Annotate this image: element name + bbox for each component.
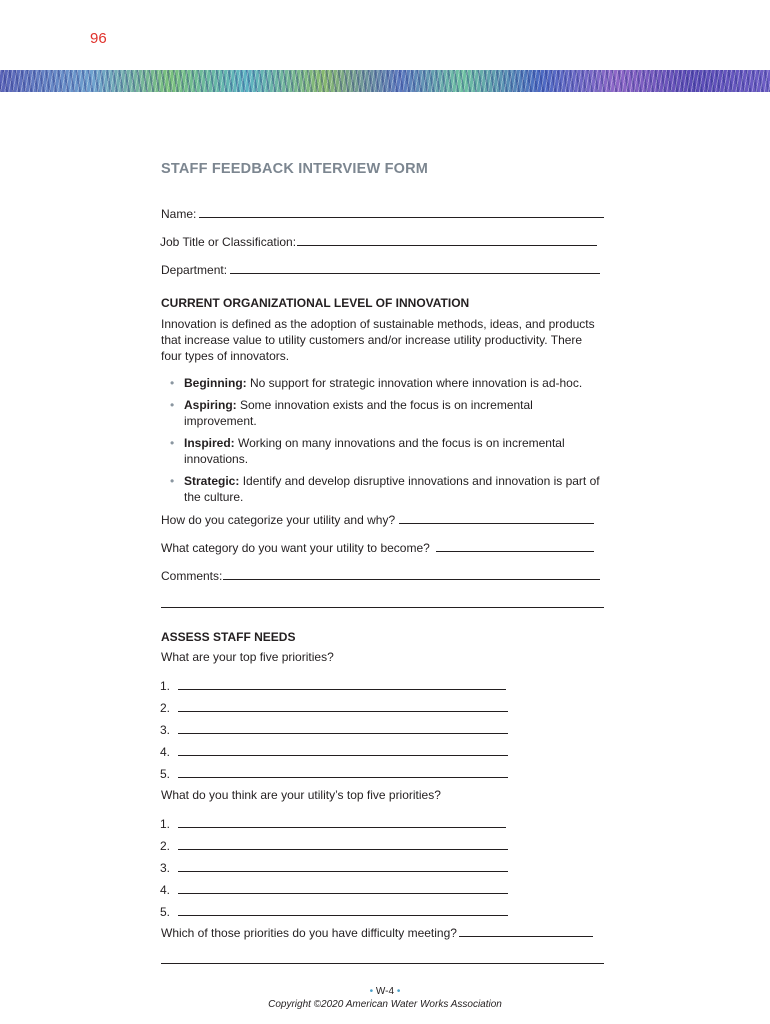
your-priority-row [160,766,508,782]
utility-priorities-question: What do you think are your utility’s top five priorities? [161,788,441,802]
page-code: W-4 [375,986,395,997]
difficulty-question: Which of those priorities do you have difficulty meeting? [161,926,457,940]
utility-priority-row [160,838,508,854]
priority-answer-field[interactable] [178,816,506,828]
your-priority-row [160,722,508,738]
utility-priority-row [160,860,508,876]
difficulty-question-row [161,925,593,941]
page-number: 96 [90,30,107,47]
become-answer-field[interactable] [436,540,594,552]
footer-dot-icon: • [369,986,374,997]
type-text: No support for strategic innovation where innovation is ad-hoc. [246,376,583,390]
item-number: 4. [160,745,171,759]
name-field-row [161,206,604,222]
item-number: 4. [160,883,171,897]
job-title-label: Job Title or Classification: [160,235,297,249]
your-priorities-question: What are your top five priorities? [161,650,334,664]
priority-answer-field[interactable] [178,678,506,690]
type-text: Identify and develop disruptive innovations and innovation is part of the culture. [184,474,600,504]
name-label: Name: [161,207,197,221]
department-field[interactable] [230,262,600,274]
staff-needs-heading: ASSESS STAFF NEEDS [161,630,296,644]
name-field[interactable] [199,206,604,218]
innovator-types-list [170,375,606,511]
department-field-row [161,262,600,278]
type-text: Some innovation exists and the focus is on incremental improvement. [184,398,533,428]
priority-answer-field[interactable] [178,882,508,894]
list-item [170,397,606,429]
decorative-header-band [0,70,770,92]
bullet-icon: • [170,376,175,390]
comments-row [161,568,600,584]
form-title: STAFF FEEDBACK INTERVIEW FORM [161,161,429,177]
department-label: Department: [161,263,228,277]
bullet-icon: • [170,398,175,412]
bullet-icon: • [170,436,175,450]
item-number: 1. [160,817,171,831]
priority-answer-field[interactable] [178,700,508,712]
bullet-icon: • [170,474,175,488]
become-question: What category do you want your utility to become? [161,541,430,555]
comments-field-line-2[interactable] [161,607,604,608]
priority-answer-field[interactable] [178,838,508,850]
priority-answer-field[interactable] [178,904,508,916]
your-priority-row [160,700,508,716]
priority-answer-field[interactable] [178,766,508,778]
utility-priority-row [160,904,508,920]
type-term: Strategic: [184,474,240,488]
job-title-field-row [160,234,597,250]
categorize-question: How do you categorize your utility and why? [161,513,396,527]
categorize-answer-field[interactable] [399,512,594,524]
difficulty-answer-line-2[interactable] [161,963,604,964]
type-term: Beginning: [184,376,247,390]
comments-field[interactable] [223,568,600,580]
your-priority-row [160,744,508,760]
innovation-heading: CURRENT ORGANIZATIONAL LEVEL OF INNOVATION [161,296,470,310]
your-priority-row [160,678,506,694]
priority-answer-field[interactable] [178,860,508,872]
copyright: Copyright ©2020 American Water Works Association [268,999,502,1010]
list-item [170,473,606,505]
job-title-field[interactable] [297,234,597,246]
priority-answer-field[interactable] [178,722,508,734]
item-number: 2. [160,839,171,853]
comments-label: Comments: [161,569,223,583]
priority-answer-field[interactable] [178,744,508,756]
utility-priority-row [160,882,508,898]
item-number: 3. [160,723,171,737]
list-item [170,375,606,391]
utility-priority-row [160,816,506,832]
item-number: 3. [160,861,171,875]
become-question-row [161,540,594,556]
footer-page-code [0,986,770,997]
type-term: Inspired: [184,436,235,450]
list-item [170,435,606,467]
difficulty-answer-field[interactable] [459,925,593,937]
item-number: 2. [160,701,171,715]
categorize-question-row [161,512,594,528]
footer-dot-icon: • [396,986,401,997]
item-number: 1. [160,679,171,693]
item-number: 5. [160,767,171,781]
innovation-intro: Innovation is defined as the adoption of sustainable methods, ideas, and products that increase value to utility customers and/or increase utility productivity. There four types of innovators. [161,317,595,363]
item-number: 5. [160,905,171,919]
type-text: Working on many innovations and the focus is on incremental innovations. [184,436,565,466]
type-term: Aspiring: [184,398,237,412]
